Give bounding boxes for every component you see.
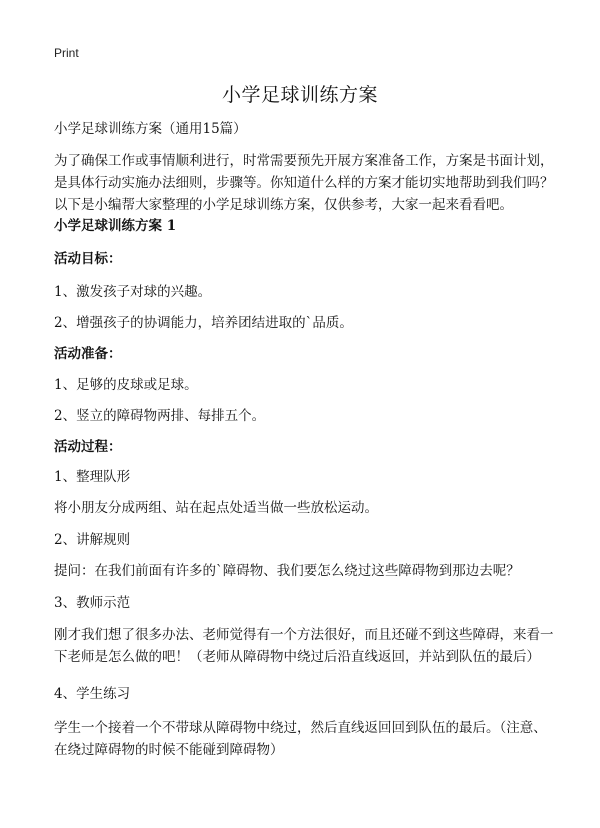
step-1-text: 将小朋友分成两组、站在起点处适当做一些放松运动。 (54, 500, 378, 516)
step-3-text: 刚才我们想了很多办法、老师觉得有一个方法很好，而且还碰不到这些障碍，来看一下老师是怎么做的吧！（老师从障碍物中绕过后沿直线返回，并站到队伍的最后） (54, 627, 554, 665)
step-4-text: 学生一个接着一个不带球从障碍物中绕过，然后直线返回回到队伍的最后。（注意、在绕过障碍物的时候不能碰到障碍物） (54, 720, 547, 758)
step-4-title: 4、学生练习 (54, 686, 131, 702)
document-subtitle: 小学足球训练方案（通用15篇） (54, 121, 247, 137)
section-heading: 小学足球训练方案 1 (54, 218, 177, 234)
goals-heading: 活动目标： (54, 251, 122, 267)
goal-item-2: 2、增强孩子的协调能力，培养团结进取的`品质。 (54, 315, 353, 331)
step-2-title: 2、讲解规则 (54, 532, 131, 548)
intro-paragraph: 为了确保工作或事情顺利进行，时常需要预先开展方案准备工作，方案是书面计划，是具体行动实施办法细则，步骤等。你知道什么样的方案才能切实地帮助到我们吗？以下是小编帮大家整理的小学足球训练方案，仅供参考，大家一起来看看吧。 (54, 153, 554, 213)
prep-item-1: 1、足够的皮球或足球。 (54, 377, 198, 393)
page-title: 小学足球训练方案 (221, 84, 378, 106)
goal-item-1: 1、激发孩子对球的兴趣。 (54, 284, 212, 300)
print-label: Print (54, 46, 79, 60)
prep-item-2: 2、竖立的障碍物两排、每排五个。 (54, 408, 266, 424)
step-2-text: 提问：在我们前面有许多的`障碍物、我们要怎么绕过这些障碍物到那边去呢？ (54, 563, 520, 579)
process-heading: 活动过程： (54, 439, 122, 455)
step-1-title: 1、整理队形 (54, 469, 131, 485)
prep-heading: 活动准备： (54, 346, 122, 362)
step-3-title: 3、教师示范 (54, 595, 131, 611)
